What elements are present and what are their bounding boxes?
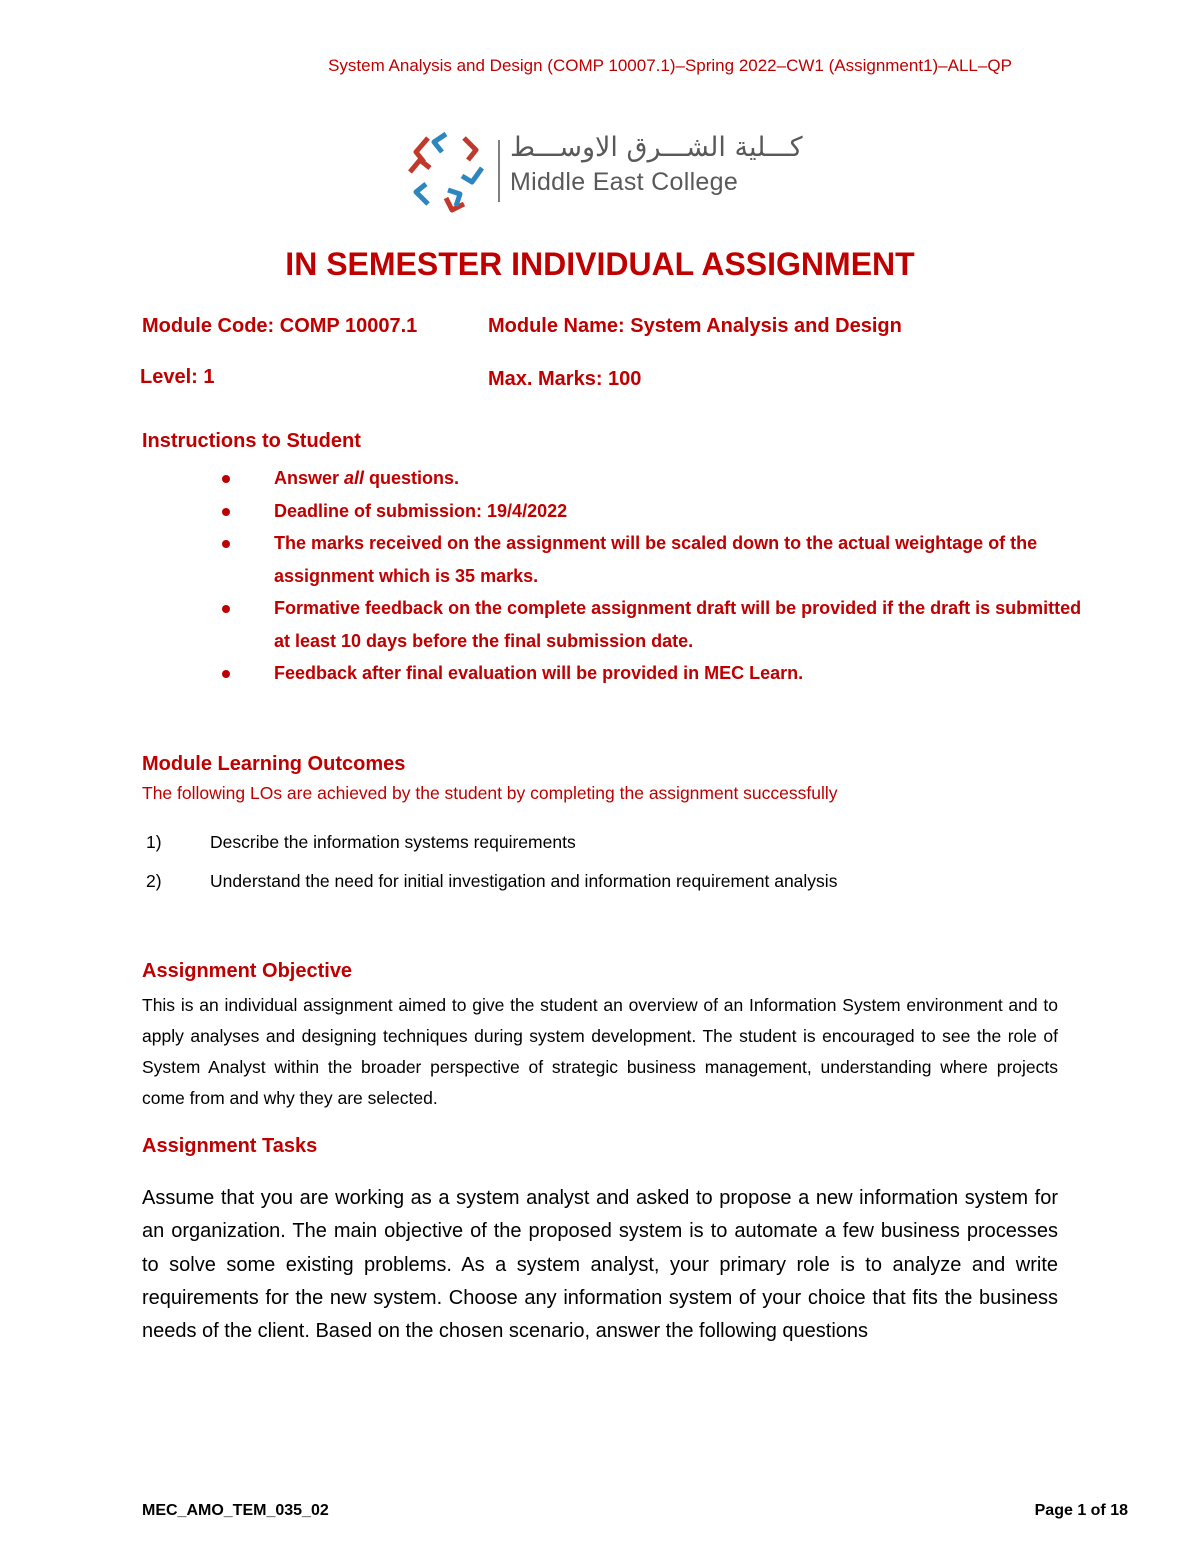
instruction-text: Deadline of submission: 19/4/2022 bbox=[274, 500, 568, 521]
instruction-text: Answer bbox=[274, 468, 345, 488]
instruction-item bbox=[222, 462, 1082, 495]
bullet-icon bbox=[222, 475, 230, 483]
learning-outcomes-heading: Module Learning Outcomes bbox=[142, 753, 406, 775]
bullet-icon bbox=[222, 605, 230, 613]
list-text: Understand the need for initial investigation and information requirement analysis bbox=[210, 871, 838, 891]
module-name: Module Name: System Analysis and Design bbox=[488, 315, 902, 337]
logo-emblem-icon bbox=[398, 128, 494, 214]
instruction-text-suffix: questions. bbox=[364, 468, 460, 488]
instruction-item bbox=[222, 495, 1082, 528]
module-code: Module Code: COMP 10007.1 bbox=[142, 315, 418, 337]
running-header: System Analysis and Design (COMP 10007.1)–Spring 2022–CW1 (Assignment1)–ALL–QP bbox=[328, 56, 1012, 75]
instruction-emphasis: all bbox=[344, 468, 365, 488]
module-level: Level: 1 bbox=[140, 366, 215, 388]
logo-english-name: Middle East College bbox=[510, 168, 739, 196]
learning-outcomes-intro: The following LOs are achieved by the student by completing the assignment successfully bbox=[142, 783, 838, 803]
college-logo bbox=[398, 128, 803, 214]
bullet-icon bbox=[222, 540, 230, 548]
footer-doc-code: MEC_AMO_TEM_035_02 bbox=[142, 1502, 329, 1519]
objective-heading: Assignment Objective bbox=[142, 960, 353, 982]
max-marks: Max. Marks: 100 bbox=[488, 368, 642, 390]
instructions-heading: Instructions to Student bbox=[142, 430, 361, 452]
list-text: Describe the information systems requirements bbox=[210, 832, 576, 852]
list-item bbox=[146, 871, 837, 910]
bullet-icon bbox=[222, 508, 230, 516]
tasks-text: Assume that you are working as a system analyst and asked to propose a new information system for an organization. The main objective of the proposed system is to automate a few business processes to solve some existing problems. As a system analyst, your primary role is to analyze and write requirements for the new system. Choose any information system of your choice that fits the business needs of the client. Based on the chosen scenario, answer the following questions bbox=[142, 1187, 1058, 1343]
instruction-item bbox=[222, 592, 1082, 657]
list-number: 2) bbox=[146, 871, 162, 891]
tasks-heading: Assignment Tasks bbox=[142, 1135, 318, 1157]
learning-outcomes-list bbox=[146, 832, 837, 910]
instruction-text: The marks received on the assignment will be scaled down to the actual weightage of the assignment which is 35 marks. bbox=[274, 533, 1038, 586]
instruction-text: Formative feedback on the complete assignment draft will be provided if the draft is submitted at least 10 days before the final submission date. bbox=[274, 598, 1082, 651]
instruction-text: Feedback after final evaluation will be provided in MEC Learn. bbox=[274, 663, 804, 683]
footer-page-number: Page 1 of 18 bbox=[1034, 1502, 1128, 1519]
instructions-list bbox=[222, 462, 1082, 690]
logo-divider bbox=[498, 140, 500, 202]
instruction-item bbox=[222, 657, 1082, 690]
logo-arabic-name: كـــلية الشـــرق الاوســـط bbox=[510, 132, 803, 163]
list-number: 1) bbox=[146, 832, 162, 852]
bullet-icon bbox=[222, 670, 230, 678]
objective-text: This is an individual assignment aimed to give the student an overview of an Information System environment and to apply analyses and designing techniques during system development. The student is encouraged to see the role of System Analyst within the broader perspective of strategic business management, understanding where projects come from and why they are selected. bbox=[142, 995, 1058, 1108]
list-item bbox=[146, 832, 837, 871]
page-title: IN SEMESTER INDIVIDUAL ASSIGNMENT bbox=[285, 246, 915, 282]
instruction-item bbox=[222, 527, 1082, 592]
